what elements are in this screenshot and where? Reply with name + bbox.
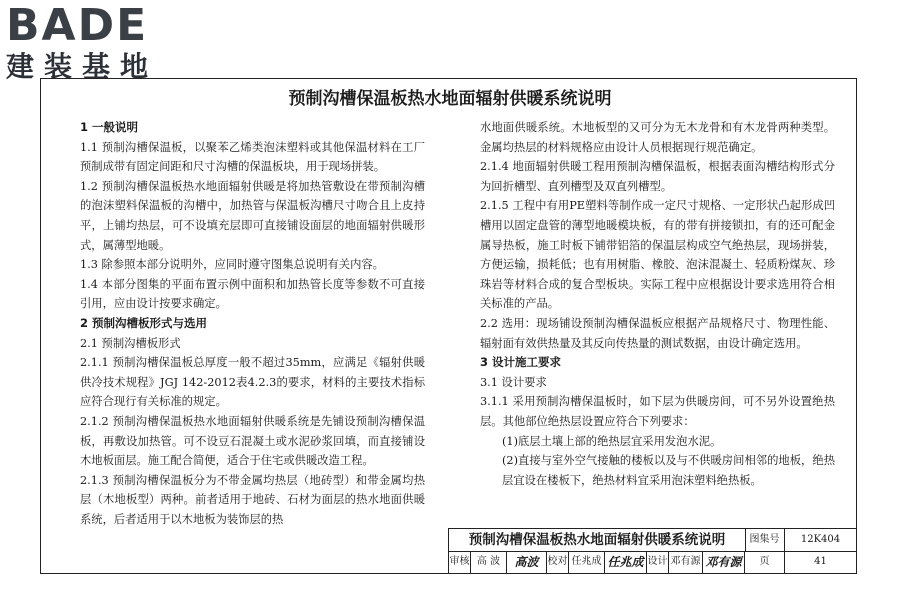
check-label: 校对 [547,551,569,573]
title-block-row-2 [449,551,857,573]
document-title: 预制沟槽保温板热水地面辐射供暖系统说明 [288,89,612,109]
section-heading: 2 预制沟槽板形式与选用 [80,315,208,330]
atlas-number-label: 图集号 [745,529,785,551]
title-block [448,528,857,574]
review-signature: 高波 [507,551,547,573]
review-label: 审核 [449,551,471,573]
section-heading: 1 一般说明 [80,120,139,134]
title-block-row-1 [449,529,857,552]
page-label: 页 [745,551,785,573]
paragraph: 2.1.4 地面辐射供暖工程用预制沟槽保温板，根据表面沟槽结构形式分为回折槽型、直列槽型及双直列槽型。 [480,160,835,193]
paragraph: 2.2 选用：现场铺设预制沟槽保温板应根据产品规格尺寸、物理性能、辐射面有效供热量及其反向传热量的测试数据，由设计确定选用。 [480,316,835,350]
design-label: 设计 [647,551,669,573]
check-name: 任兆成 [569,551,605,573]
design-name: 邓有源 [669,551,703,573]
logo-subtitle: 建装基地 [6,50,159,83]
paragraph: 2.1.5 工程中有用PE塑料等制作成一定尺寸规格、一定形状凸起形成凹槽用以固定盘管的薄型地暖模块板，有的带有拼接锁扣，有的还可配金属导热板，施工时板下铺带铝箔的保温层构成空气绝热层，现场拼装，方便运输，损耗低；也有用树脂、橡胶、泡沫混凝土、轻质粉煤灰、珍珠岩等材料合成的复合型板块。实际工程中应根据设计要求选用符合相关标准的产品。 [480,199,835,311]
check-signature: 任兆成 [605,551,647,573]
paragraph: 2.1 预制沟槽板形式 [80,336,181,350]
left-text-column [80,118,425,529]
paragraph: 2.1.2 预制沟槽保温板热水地面辐射供暖系统是先铺设预制沟槽保温板，再敷设加热管。可不设豆石混凝土或水泥砂浆回填，而直接铺设木地板面层。施工配合简便，适合于住宅或供暖改造工程。 [80,414,425,468]
paragraph: 1.1 预制沟槽保温板，以聚苯乙烯类泡沫塑料或其他保温材料在工厂预制成带有固定间距和尺寸沟槽的保温板块，用于现场拼装。 [80,140,425,174]
paragraph: 水地面供暖系统。木地板型的又可分为无木龙骨和有木龙骨两种类型。金属均热层的材料规格应由设计人员根据现行规范确定。 [480,121,835,154]
list-item: (2)直接与室外空气接触的楼板以及与不供暖房间相邻的地板，绝热层宜设在楼板下，绝热材料宜采用泡沫塑料绝热板。 [502,454,835,487]
page-number: 41 [814,556,827,567]
atlas-number: 12K404 [800,534,841,545]
design-signature: 邓有源 [703,551,745,573]
paragraph: 2.1.1 预制沟槽保温板总厚度一般不超过35mm，应满足《辐射供暖供冷技术规程》JGJ 142-2012表4.2.3的要求，材料的主要技术指标应符合现行有关标准的规定。 [80,356,425,409]
list-item: (1)底层土壤上部的绝热层宜采用发泡水泥。 [502,434,722,448]
paragraph: 1.3 除参照本部分说明外，应同时遵守图集总说明有关内容。 [80,258,384,272]
paragraph: 1.4 本部分图集的平面布置示例中面积和加热管长度等参数不可直接引用，应由设计按要求确定。 [80,277,425,311]
brand-logo [6,0,186,84]
title-block-title: 预制沟槽保温板热水地面辐射供暖系统说明 [449,529,746,551]
paragraph: 1.2 预制沟槽保温板热水地面辐射供暖是将加热管敷设在带预制沟槽的泡沫塑料保温板的沟槽中，加热管与保温板沟槽尺寸吻合且上皮持平，上铺均热层，可不设填充层即可直接铺设面层的地面辐射供暖形式，属薄型地暖。 [80,179,425,252]
paragraph: 3.1 设计要求 [480,375,547,389]
review-name: 高 波 [471,551,507,573]
right-text-column [480,118,835,490]
paragraph: 3.1.1 采用预制沟槽保温板时，如下层为供暖房间，可不另外设置绝热层。其他部位绝热层设置应符合下列要求： [480,395,835,428]
logo-brand-text: BADE [6,0,149,51]
paragraph: 2.1.3 预制沟槽保温板分为不带金属均热层（地砖型）和带金属均热层（木地板型）两种。前者适用于地砖、石材为面层的热水地面供暖系统，后者适用于以木地板为装饰层的热 [80,473,425,526]
section-heading: 3 设计施工要求 [480,355,562,370]
